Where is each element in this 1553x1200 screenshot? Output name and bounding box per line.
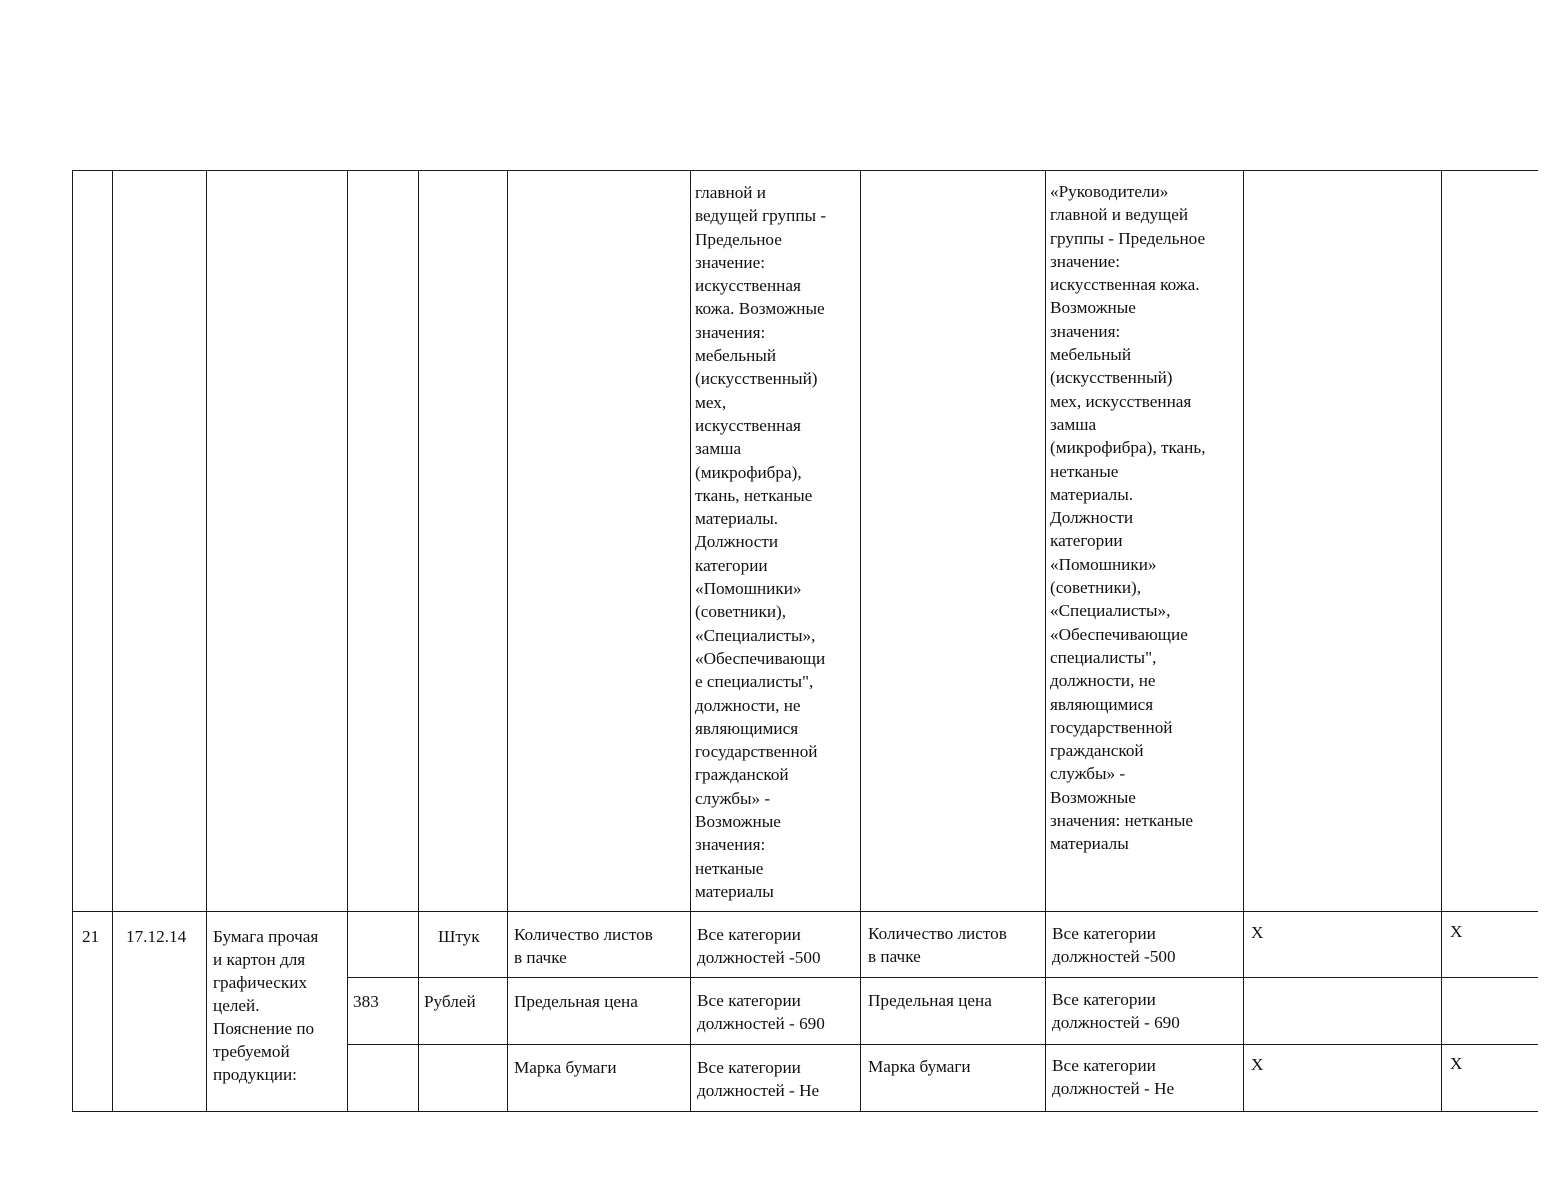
subrow-1-value-final: Все категории должностей -500 [1052,924,1176,966]
table-top-border [72,170,1538,171]
subrow-3-characteristic: Марка бумаги [514,1058,617,1077]
continuation-value-approved: главной и ведущей группы - Предельное значение: искусственная кожа. Возможные значения: мебельный (искусственный) мех, искусственная замша (микрофибра), ткань, нетканые материалы. Должности категории «Помошники» (советники), «Специалисты», «Обеспечивающи е специалисты", должности, не являющимися государственной гражданской службы» - Возможные значения: нетканые материалы [695,183,827,901]
col-line-7 [860,170,861,1111]
subrow-1-characteristic: Количество листов в пачке [514,925,653,967]
subrow-1-characteristic-2: Количество листов в пачке [868,924,1007,966]
col-line-2 [206,170,207,1111]
subrow-separator-1 [347,977,1538,978]
col-line-10 [1441,170,1442,1111]
subrow-1-mark-2: X [1450,922,1463,941]
subrow-3-characteristic-2: Марка бумаги [868,1057,971,1076]
row-number: 21 [82,927,100,946]
row-separator [72,911,1538,912]
col-line-8 [1045,170,1046,1111]
subrow-1-value-approved: Все категории должностей -500 [697,925,821,967]
subrow-1-unit: Штук [438,927,480,946]
subrow-3-mark-1: X [1251,1055,1264,1074]
col-line-4 [418,170,419,1111]
subrow-separator-2 [347,1044,1538,1045]
subrow-2-value-approved: Все категории должностей - 690 [697,991,825,1033]
col-line-9 [1243,170,1244,1111]
subrow-3-value-final: Все категории должностей - Не [1052,1056,1175,1098]
col-line-6 [690,170,691,1111]
col-line-5 [507,170,508,1111]
col-line-1 [112,170,113,1111]
subrow-2-value-final: Все категории должностей - 690 [1052,990,1180,1032]
row-product-name: Бумага прочая и картон для графических целей. Пояснение по требуемой продукции: [213,927,319,1084]
continuation-value-final: «Руководители» главной и ведущей группы - Предельное значение: искусственная кожа. Возможные значения: мебельный (искусственный) мех, искусственная замша (микрофибра), ткань, нетканые материалы. Должности категории «Помошники» (советники), «Специалисты», «Обеспечивающие специалисты", должности, не являющимися государственной гражданской службы» - Возможные значения: нетканые материалы [1050,182,1206,854]
subrow-2-characteristic: Предельная цена [514,992,638,1011]
col-line-3 [347,170,348,1111]
subrow-2-unit: Рублей [424,992,476,1011]
subrow-2-characteristic-2: Предельная цена [868,991,992,1010]
subrow-3-mark-2: X [1450,1054,1463,1073]
col-line-0 [72,170,73,1111]
subrow-3-value-approved: Все категории должностей - Не [697,1058,820,1100]
row-code: 17.12.14 [126,927,187,946]
subrow-1-mark-1: X [1251,923,1264,942]
table-bottom-border [72,1111,1538,1112]
subrow-2-okei-code: 383 [353,992,379,1011]
